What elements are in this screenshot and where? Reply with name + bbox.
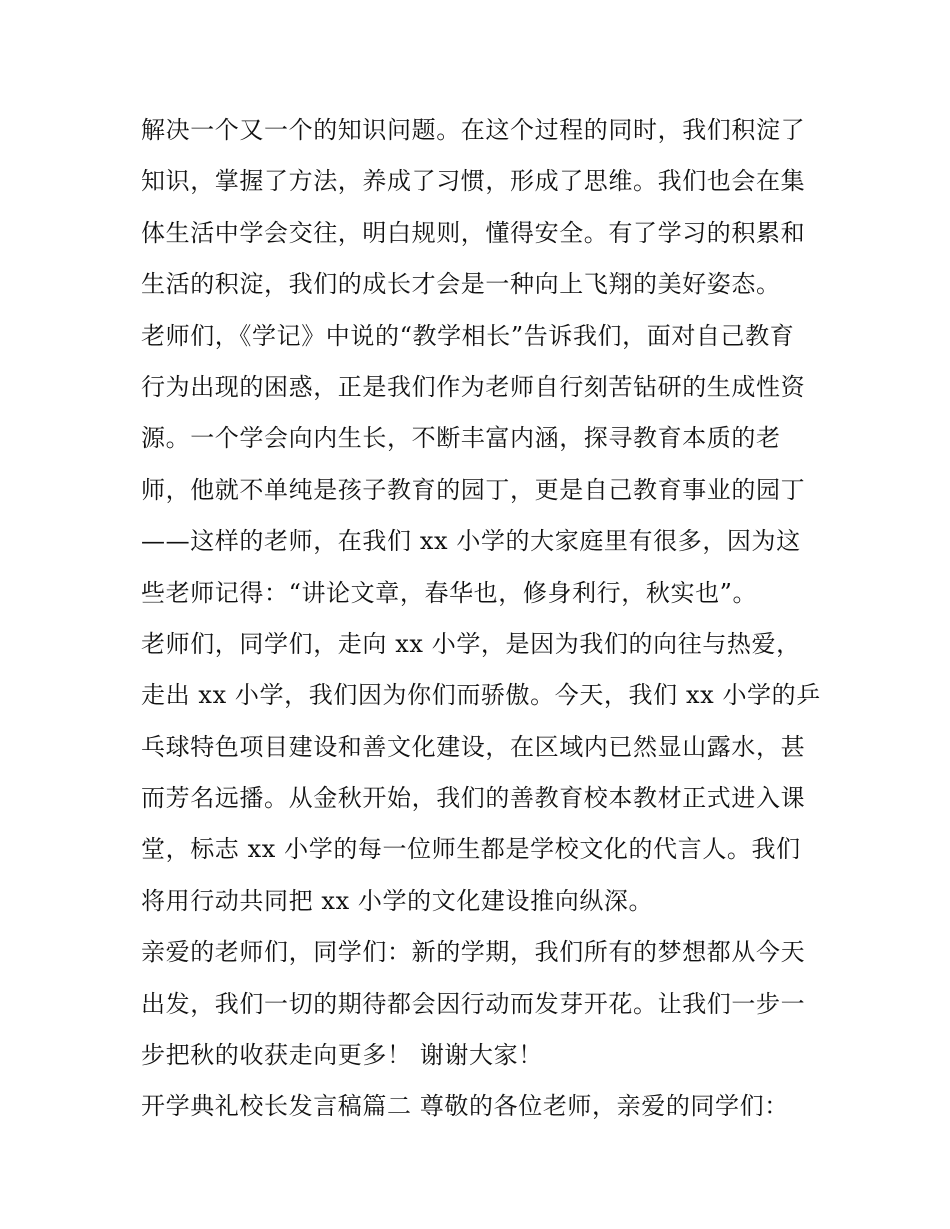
text-line: 老师们，《学记》中说的“教学相长”告诉我们，面对自己教育 — [141, 321, 795, 350]
text-line: 将用行动共同把 xx 小学的文化建设推向纵深。 — [141, 886, 654, 915]
text-line: 师，他就不单纯是孩子教育的园丁，更是自己教育事业的园丁 — [141, 475, 806, 504]
text-line: 而芳名远播。从金秋开始，我们的善教育校本教材正式进入课 — [141, 784, 806, 813]
document-body — [141, 105, 821, 1133]
text-line: 乓球特色项目建设和善文化建设，在区域内已然显山露水，甚 — [141, 732, 806, 761]
text-line: 堂，标志 xx 小学的每一位师生都是学校文化的代言人。我们 — [141, 835, 801, 864]
text-line: 出发，我们一切的期待都会因行动而发芽开花。让我们一步一 — [141, 989, 806, 1018]
text-line: 解决一个又一个的知识问题。在这个过程的同时，我们积淀了 — [141, 116, 806, 144]
text-line: 体生活中学会交往，明白规则，懂得安全。有了学习的积累和 — [141, 218, 806, 247]
text-line: 老师们，同学们，走向 xx 小学，是因为我们的向往与热爱， — [141, 629, 801, 658]
text-line: 些老师记得：“讲论文章，春华也，修身利行，秋实也”。 — [141, 578, 758, 607]
text-line: 生活的积淀，我们的成长才会是一种向上飞翔的美好姿态。 — [141, 270, 781, 299]
text-line: 走出 xx 小学，我们因为你们而骄傲。今天，我们 xx 小学的乒 — [141, 681, 821, 710]
text-line: 知识，掌握了方法，养成了习惯，形成了思维。我们也会在集 — [141, 167, 806, 196]
text-line: ——这样的老师，在我们 xx 小学的大家庭里有很多，因为这 — [141, 527, 801, 556]
text-line: 步把秋的收获走向更多！ 谢谢大家！ — [141, 1041, 543, 1070]
text-line: 行为出现的困惑，正是我们作为老师自行刻苦钻研的生成性资 — [141, 372, 806, 401]
text-line: 源。一个学会向内生长，不断丰富内涵，探寻教育本质的老 — [141, 424, 781, 453]
text-line: 亲爱的老师们，同学们：新的学期，我们所有的梦想都从今天 — [141, 938, 806, 967]
text-line: 开学典礼校长发言稿篇二 尊敬的各位老师，亲爱的同学们： — [141, 1092, 789, 1121]
